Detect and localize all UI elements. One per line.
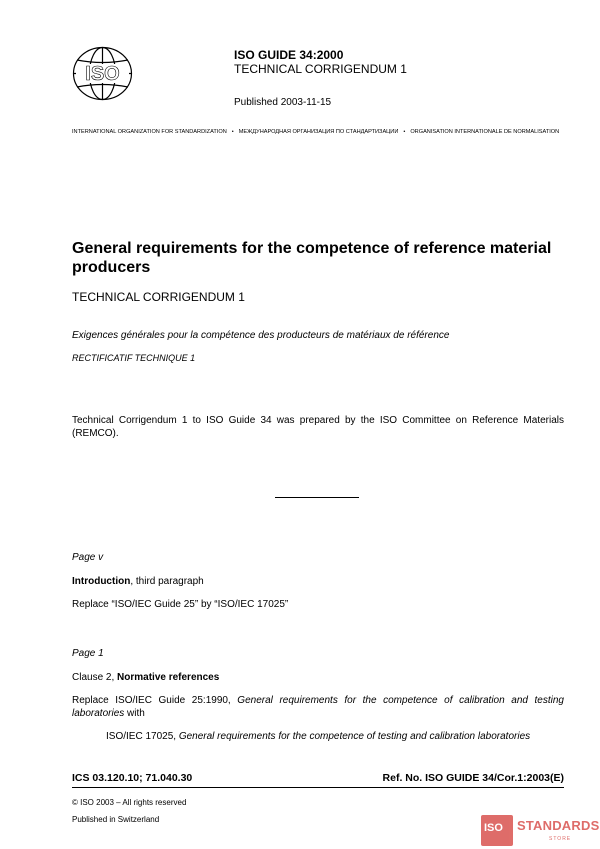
watermark-word: STANDARDS — [517, 818, 600, 833]
iso-logo-text: ISO — [85, 63, 120, 85]
org-separator: • — [231, 129, 234, 135]
preparation-paragraph: Technical Corrigendum 1 to ISO Guide 34 was prepared by the ISO Committee on Reference Materials (REMCO). — [72, 415, 564, 439]
watermark-badge — [481, 815, 513, 846]
new-ref-code: ISO/IEC 17025, — [106, 731, 179, 742]
iso-standards-store-watermark — [481, 815, 600, 847]
change-1-instruction: Replace “ISO/IEC Guide 25” by “ISO/IEC 17025” — [72, 599, 289, 610]
change-2-replace-suffix: with — [124, 708, 145, 719]
copyright: © ISO 2003 – All rights reserved — [72, 798, 187, 807]
change-2-location-bold: Normative references — [117, 672, 220, 683]
watermark-badge-text: ISO — [484, 822, 503, 834]
change-1-page: Page v — [72, 552, 104, 563]
org-name-en: INTERNATIONAL ORGANIZATION FOR STANDARDIZATION — [72, 129, 227, 135]
french-rectificatif: RECTIFICATIF TECHNIQUE 1 — [72, 353, 196, 363]
document-title: General requirements for the competence of reference material producers — [72, 240, 552, 276]
ics-codes: ICS 03.120.10; 71.040.30 — [72, 772, 193, 784]
section-divider — [275, 497, 359, 498]
change-2-instruction — [72, 694, 564, 720]
reference-number: Ref. No. ISO GUIDE 34/Cor.1:2003(E) — [382, 772, 564, 784]
iso-logo-icon — [71, 45, 134, 102]
change-1-location-rest: , third paragraph — [130, 576, 204, 587]
change-1-location-bold: Introduction — [72, 576, 131, 587]
change-2-location-prefix: Clause 2, — [72, 672, 118, 683]
change-1-location — [72, 576, 204, 587]
org-name-fr: ORGANISATION INTERNATIONALE DE NORMALISATION — [410, 129, 560, 135]
change-2-location — [72, 672, 219, 683]
org-separator: • — [403, 129, 406, 135]
change-2-new-reference — [106, 731, 530, 742]
document-code: ISO GUIDE 34:2000 — [234, 48, 344, 62]
published-in: Published in Switzerland — [72, 815, 160, 824]
change-2-replace-prefix: Replace ISO/IEC Guide 25:1990, — [72, 695, 238, 706]
published-date: Published 2003-11-15 — [234, 97, 332, 108]
watermark-tiny: STORE — [549, 836, 572, 842]
org-name-ru: МЕЖДУНАРОДНАЯ ОРГАНИЗАЦИЯ ПО СТАНДАРТИЗАЦИИ — [238, 129, 399, 135]
organization-line — [72, 129, 564, 135]
technical-corrigendum-label: TECHNICAL CORRIGENDUM 1 — [72, 290, 245, 304]
change-2-replace-italic: General requirements for the competence of calibration and testing laboratories — [72, 695, 564, 719]
french-title: Exigences générales pour la compétence des producteurs de matériaux de référence — [72, 330, 450, 341]
new-ref-title: General requirements for the competence of testing and calibration laboratories — [178, 731, 531, 742]
footer-rule — [72, 787, 564, 788]
document-subtitle: TECHNICAL CORRIGENDUM 1 — [234, 62, 407, 76]
change-2-page: Page 1 — [72, 648, 104, 659]
